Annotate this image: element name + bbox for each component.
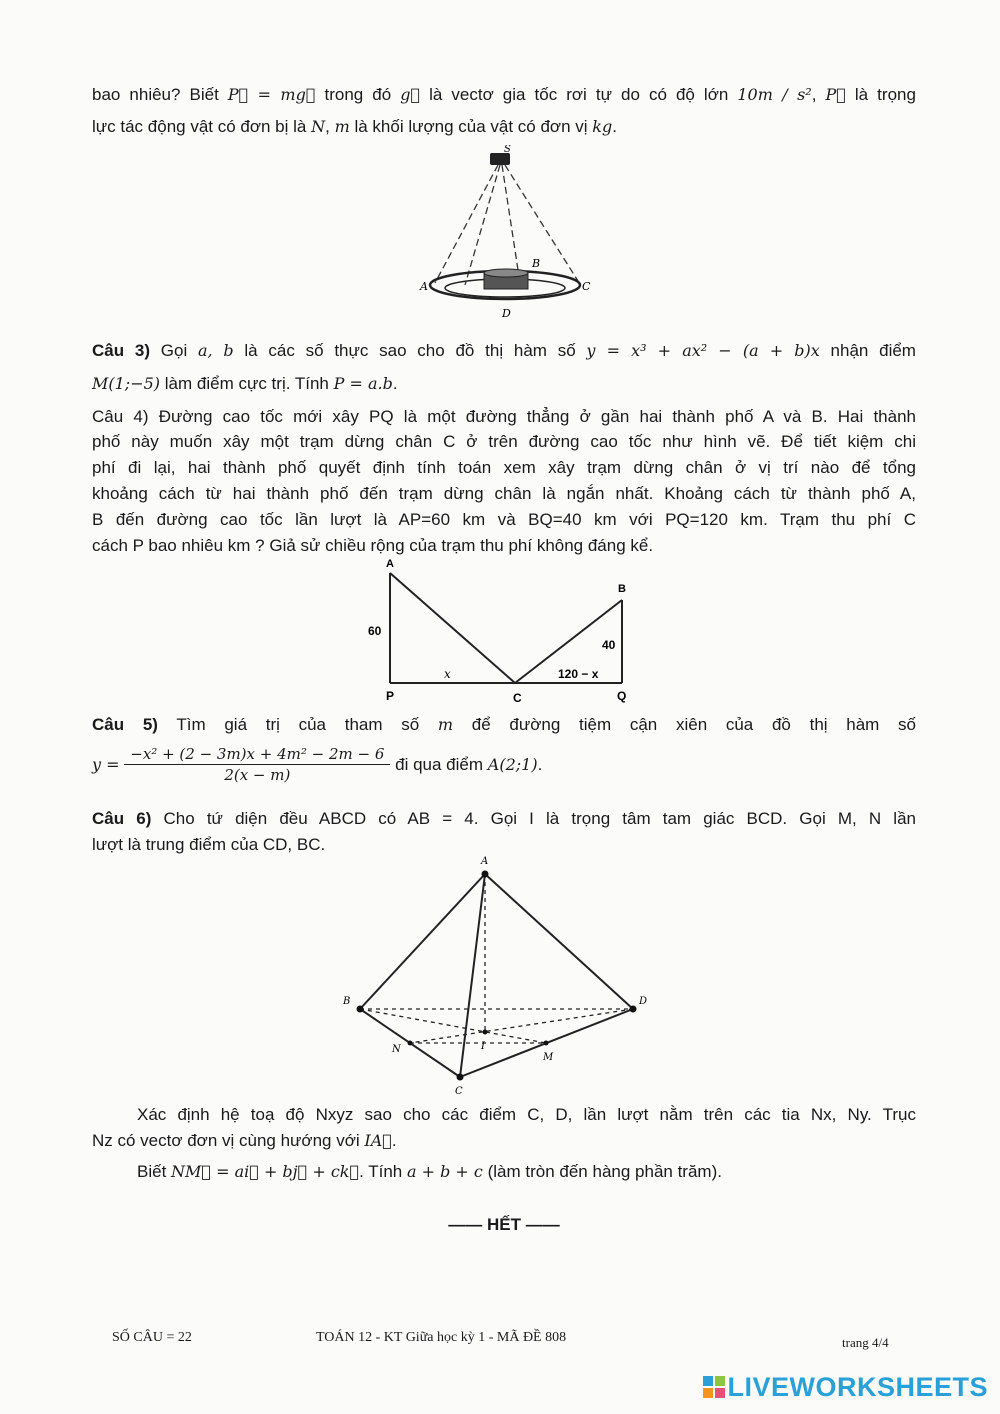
footer-page-number: trang 4/4	[842, 1335, 889, 1350]
length-rest: 120 − x	[558, 667, 599, 681]
question-5-formula: y = $\frac{\text{−x² + (2 − 3m)x + 4m² − 2m − 6}}{2(x - m)}$ đi qua điểm A(2;1).	[92, 745, 543, 784]
fraction: $\frac{\text{−x² + (2 − 3m)x + 4m² − 2m − 6}}{2(x - m)}$	[124, 744, 390, 785]
label-c: C	[513, 691, 522, 705]
label-d: D	[639, 996, 648, 1007]
brand-name: LIVEWORKSHEETS	[727, 1372, 988, 1402]
intro-line-2: lực tác động vật có đơn bị là N, m là khối lượng của vật có đơn vị kg.	[92, 117, 617, 136]
question-4-line: phố này muốn xây một trạm dừng chân C ở trên đường cao tốc như hình vẽ. Để tiết kiệm chi	[92, 432, 916, 451]
label-a: A	[386, 558, 394, 570]
label-b: B	[618, 583, 626, 595]
hanging-disc-figure	[410, 145, 600, 320]
question-3-line-1: Câu 3) Gọi a, b là các số thực sao cho đồ thị hàm số y = x³ + ax² − (a + b)x nhận điểm	[92, 341, 916, 360]
question-6-line-4: Nz có vectơ đơn vị cùng hướng với IA⃗.	[92, 1131, 397, 1150]
intro-line-1: bao nhiêu? Biết P⃗ = mg⃗ trong đó g⃗ là vectơ gia tốc rơi tự do có độ lớn 10m / s², P⃗ là trọng	[92, 85, 916, 104]
label-a: A	[481, 856, 489, 867]
brand-logo	[703, 1372, 988, 1403]
question-4-line: B đến đường cao tốc lần lượt là AP=60 km và BQ=40 km với PQ=120 km. Trạm thu phí C	[92, 510, 916, 529]
question-4-line: khoảng cách từ hai thành phố đến trạm dừng chân là ngắn nhất. Khoảng cách từ thành phố A,	[92, 484, 916, 503]
question-4-line: phí đi lại, hai thành phố quyết định tính toán xem xây trạm dừng chân ở vị trí nào để tổng	[92, 458, 916, 477]
label-q: Q	[617, 689, 627, 703]
label-b: B	[343, 996, 351, 1007]
question-4-line: cách P bao nhiêu km ? Giả sử chiều rộng của trạm thu phí không đáng kể.	[92, 536, 654, 555]
question-4-line: Câu 4) Đường cao tốc mới xây PQ là một đường thẳng ở gần hai thành phố A và B. Hai thành	[92, 407, 916, 426]
tetrahedron-figure	[335, 852, 665, 1097]
highway-figure	[360, 555, 650, 710]
question-6-line-2: lượt là trung điểm của CD, BC.	[92, 835, 326, 854]
label-n: N	[392, 1044, 401, 1055]
end-marker: —— HẾT ——	[448, 1215, 560, 1234]
question-3-line-2: M(1;−5) làm điểm cực trị. Tính P = a.b.	[92, 374, 398, 393]
footer-question-count: SỐ CÂU = 22	[112, 1330, 192, 1345]
label-s: S	[504, 145, 511, 155]
footer-title: TOÁN 12 - KT Giữa học kỳ 1 - MÃ ĐỀ 808	[316, 1330, 567, 1345]
label-d: D	[502, 307, 511, 320]
label-p: P	[386, 689, 395, 703]
label-a: A	[420, 280, 428, 293]
label-m: M	[543, 1052, 554, 1063]
label-c: C	[582, 280, 591, 293]
length-ap: 60	[368, 624, 382, 638]
label-b: B	[532, 257, 541, 270]
question-6-line-3: Xác định hệ toạ độ Nxyz sao cho các điểm C, D, lần lượt nằm trên các tia Nx, Ny. Trục	[137, 1105, 916, 1124]
length-bq: 40	[602, 638, 616, 652]
question-6-line-5: Biết NM⃗ = ai⃗ + bj⃗ + ck⃗. Tính a + b + c (làm tròn đến hàng phần trăm).	[137, 1162, 722, 1181]
question-6-line-1: Câu 6) Cho tứ diện đều ABCD có AB = 4. Gọi I là trọng tâm tam giác BCD. Gọi M, N lần	[92, 809, 916, 828]
length-x: x	[444, 667, 451, 681]
brand-icon	[703, 1376, 725, 1398]
label-c: C	[455, 1086, 463, 1097]
question-5-line-1: Câu 5) Tìm giá trị của tham số m để đường tiệm cận xiên của đồ thị hàm số	[92, 715, 916, 734]
label-i: I	[481, 1041, 485, 1052]
